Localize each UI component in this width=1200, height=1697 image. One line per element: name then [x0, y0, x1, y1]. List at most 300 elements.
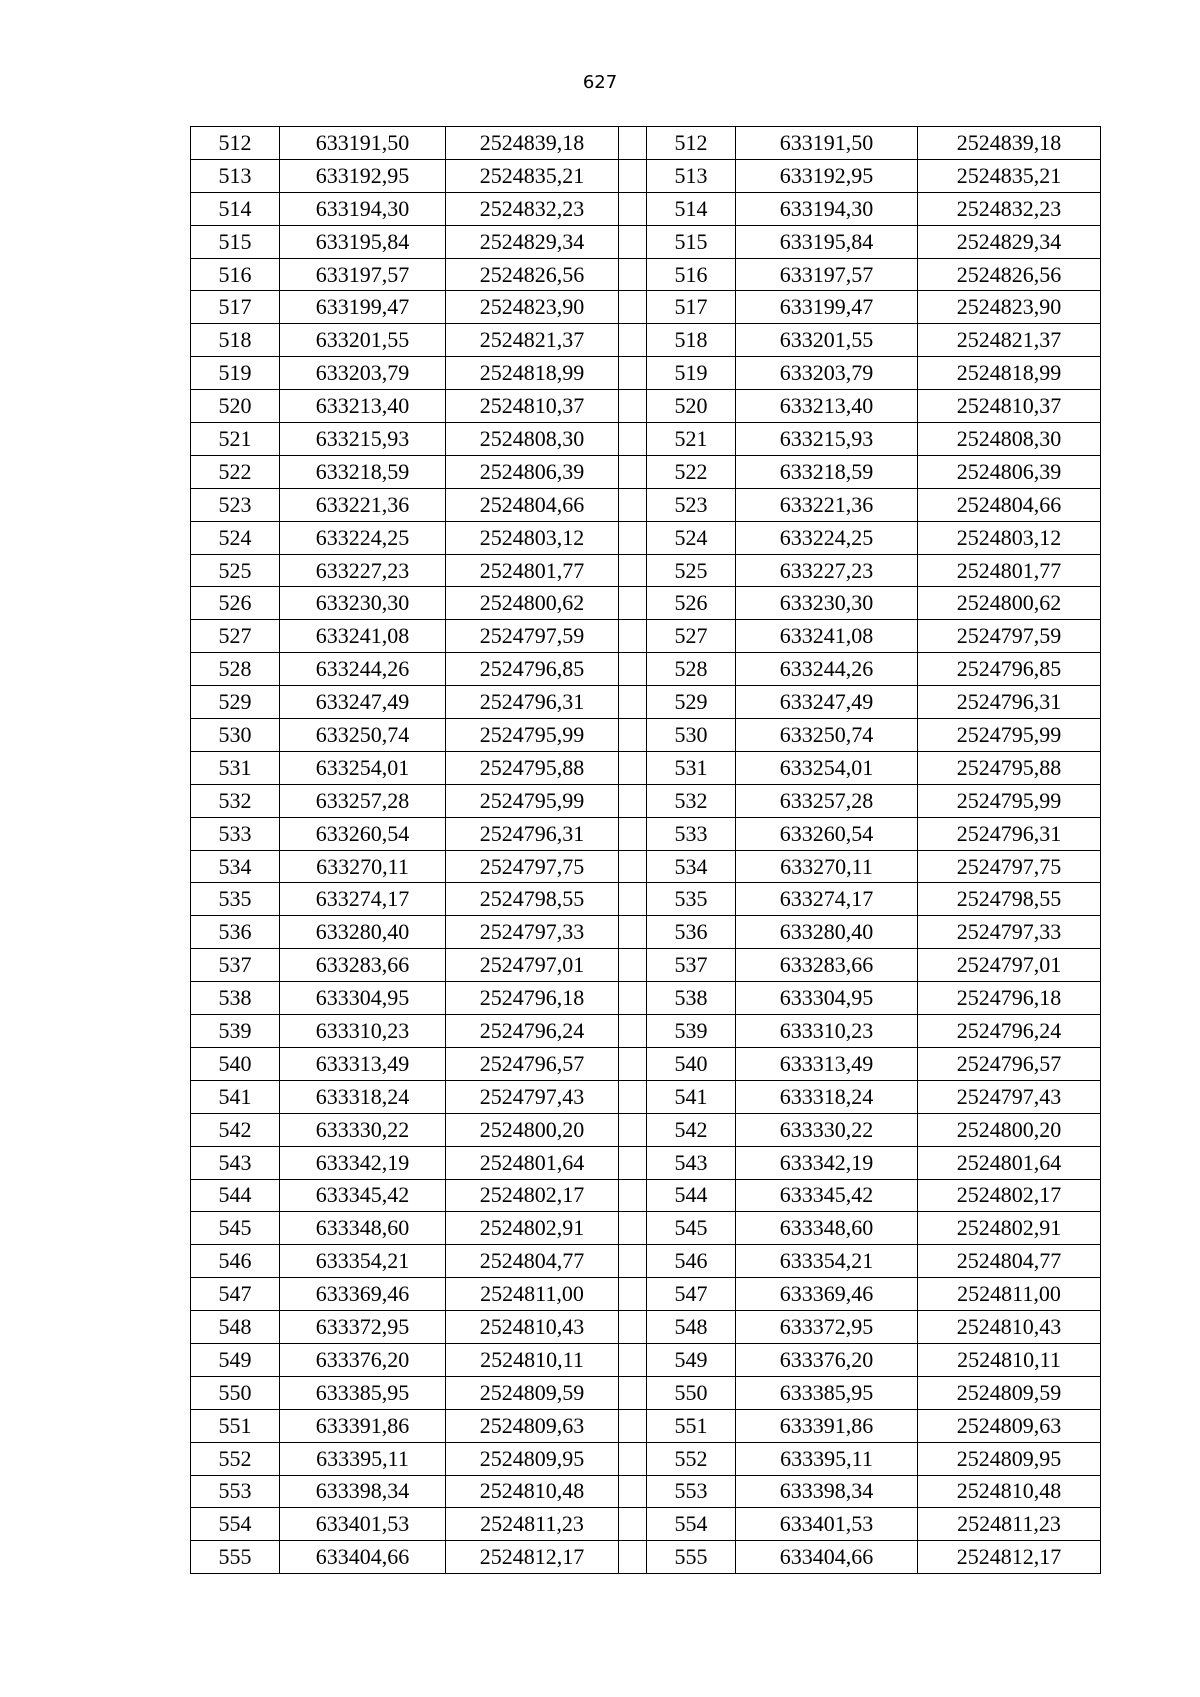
separator-cell	[619, 159, 647, 192]
left-point-number-cell: 552	[191, 1442, 280, 1475]
right-x-coordinate-cell: 633254,01	[736, 751, 918, 784]
separator-cell	[619, 390, 647, 423]
right-point-number-cell: 549	[647, 1343, 736, 1376]
right-point-number-cell: 533	[647, 817, 736, 850]
left-y-coordinate-cell: 2524810,48	[446, 1475, 619, 1508]
separator-cell	[619, 883, 647, 916]
right-x-coordinate-cell: 633194,30	[736, 192, 918, 225]
right-point-number-cell: 522	[647, 455, 736, 488]
right-y-coordinate-cell: 2524829,34	[918, 225, 1101, 258]
right-y-coordinate-cell: 2524818,99	[918, 357, 1101, 390]
right-point-number-cell: 541	[647, 1080, 736, 1113]
right-x-coordinate-cell: 633199,47	[736, 291, 918, 324]
left-x-coordinate-cell: 633244,26	[280, 653, 446, 686]
right-y-coordinate-cell: 2524796,57	[918, 1047, 1101, 1080]
table-row	[191, 1015, 1101, 1048]
right-y-coordinate-cell: 2524806,39	[918, 455, 1101, 488]
right-y-coordinate-cell: 2524798,55	[918, 883, 1101, 916]
right-point-number-cell: 524	[647, 521, 736, 554]
right-point-number-cell: 519	[647, 357, 736, 390]
right-y-coordinate-cell: 2524811,23	[918, 1508, 1101, 1541]
left-point-number-cell: 516	[191, 258, 280, 291]
separator-cell	[619, 1080, 647, 1113]
table-row	[191, 521, 1101, 554]
left-y-coordinate-cell: 2524795,99	[446, 784, 619, 817]
left-y-coordinate-cell: 2524797,43	[446, 1080, 619, 1113]
right-point-number-cell: 545	[647, 1212, 736, 1245]
left-point-number-cell: 528	[191, 653, 280, 686]
right-x-coordinate-cell: 633257,28	[736, 784, 918, 817]
left-y-coordinate-cell: 2524795,88	[446, 751, 619, 784]
right-y-coordinate-cell: 2524823,90	[918, 291, 1101, 324]
right-x-coordinate-cell: 633313,49	[736, 1047, 918, 1080]
left-x-coordinate-cell: 633213,40	[280, 390, 446, 423]
right-point-number-cell: 514	[647, 192, 736, 225]
table-row	[191, 1409, 1101, 1442]
left-x-coordinate-cell: 633199,47	[280, 291, 446, 324]
left-y-coordinate-cell: 2524821,37	[446, 324, 619, 357]
right-point-number-cell: 517	[647, 291, 736, 324]
separator-cell	[619, 258, 647, 291]
table-row	[191, 1508, 1101, 1541]
left-point-number-cell: 519	[191, 357, 280, 390]
right-point-number-cell: 536	[647, 916, 736, 949]
table-row	[191, 1080, 1101, 1113]
left-point-number-cell: 548	[191, 1311, 280, 1344]
right-x-coordinate-cell: 633283,66	[736, 949, 918, 982]
right-point-number-cell: 528	[647, 653, 736, 686]
right-y-coordinate-cell: 2524800,62	[918, 587, 1101, 620]
left-point-number-cell: 513	[191, 159, 280, 192]
left-x-coordinate-cell: 633348,60	[280, 1212, 446, 1245]
right-x-coordinate-cell: 633221,36	[736, 488, 918, 521]
left-y-coordinate-cell: 2524826,56	[446, 258, 619, 291]
table-row	[191, 159, 1101, 192]
left-y-coordinate-cell: 2524804,77	[446, 1245, 619, 1278]
right-x-coordinate-cell: 633218,59	[736, 455, 918, 488]
left-point-number-cell: 551	[191, 1409, 280, 1442]
right-point-number-cell: 530	[647, 719, 736, 752]
left-x-coordinate-cell: 633191,50	[280, 127, 446, 160]
right-x-coordinate-cell: 633244,26	[736, 653, 918, 686]
left-point-number-cell: 534	[191, 850, 280, 883]
left-x-coordinate-cell: 633224,25	[280, 521, 446, 554]
separator-cell	[619, 916, 647, 949]
left-y-coordinate-cell: 2524810,37	[446, 390, 619, 423]
coordinates-table-body	[191, 127, 1101, 1574]
left-x-coordinate-cell: 633318,24	[280, 1080, 446, 1113]
table-row	[191, 850, 1101, 883]
separator-cell	[619, 817, 647, 850]
right-x-coordinate-cell: 633372,95	[736, 1311, 918, 1344]
table-row	[191, 1475, 1101, 1508]
table-row	[191, 1113, 1101, 1146]
table-row	[191, 1179, 1101, 1212]
right-x-coordinate-cell: 633304,95	[736, 982, 918, 1015]
table-row	[191, 751, 1101, 784]
left-y-coordinate-cell: 2524796,85	[446, 653, 619, 686]
left-x-coordinate-cell: 633398,34	[280, 1475, 446, 1508]
right-y-coordinate-cell: 2524797,59	[918, 620, 1101, 653]
left-point-number-cell: 553	[191, 1475, 280, 1508]
table-row	[191, 291, 1101, 324]
right-point-number-cell: 538	[647, 982, 736, 1015]
left-point-number-cell: 515	[191, 225, 280, 258]
left-x-coordinate-cell: 633221,36	[280, 488, 446, 521]
table-row	[191, 784, 1101, 817]
right-x-coordinate-cell: 633330,22	[736, 1113, 918, 1146]
left-y-coordinate-cell: 2524796,18	[446, 982, 619, 1015]
right-y-coordinate-cell: 2524796,18	[918, 982, 1101, 1015]
right-x-coordinate-cell: 633385,95	[736, 1376, 918, 1409]
left-y-coordinate-cell: 2524800,62	[446, 587, 619, 620]
left-y-coordinate-cell: 2524796,31	[446, 817, 619, 850]
right-point-number-cell: 513	[647, 159, 736, 192]
right-point-number-cell: 537	[647, 949, 736, 982]
right-x-coordinate-cell: 633201,55	[736, 324, 918, 357]
right-point-number-cell: 523	[647, 488, 736, 521]
left-x-coordinate-cell: 633330,22	[280, 1113, 446, 1146]
left-x-coordinate-cell: 633313,49	[280, 1047, 446, 1080]
right-point-number-cell: 539	[647, 1015, 736, 1048]
left-x-coordinate-cell: 633270,11	[280, 850, 446, 883]
left-point-number-cell: 520	[191, 390, 280, 423]
separator-cell	[619, 1245, 647, 1278]
right-point-number-cell: 548	[647, 1311, 736, 1344]
left-x-coordinate-cell: 633201,55	[280, 324, 446, 357]
right-y-coordinate-cell: 2524795,99	[918, 719, 1101, 752]
left-x-coordinate-cell: 633257,28	[280, 784, 446, 817]
left-x-coordinate-cell: 633274,17	[280, 883, 446, 916]
right-point-number-cell: 535	[647, 883, 736, 916]
right-point-number-cell: 534	[647, 850, 736, 883]
right-y-coordinate-cell: 2524796,31	[918, 686, 1101, 719]
separator-cell	[619, 1113, 647, 1146]
left-x-coordinate-cell: 633230,30	[280, 587, 446, 620]
left-x-coordinate-cell: 633345,42	[280, 1179, 446, 1212]
separator-cell	[619, 751, 647, 784]
right-point-number-cell: 546	[647, 1245, 736, 1278]
separator-cell	[619, 192, 647, 225]
right-y-coordinate-cell: 2524800,20	[918, 1113, 1101, 1146]
left-x-coordinate-cell: 633250,74	[280, 719, 446, 752]
left-point-number-cell: 539	[191, 1015, 280, 1048]
left-point-number-cell: 527	[191, 620, 280, 653]
table-row	[191, 455, 1101, 488]
right-x-coordinate-cell: 633348,60	[736, 1212, 918, 1245]
left-x-coordinate-cell: 633310,23	[280, 1015, 446, 1048]
table-row	[191, 817, 1101, 850]
left-point-number-cell: 540	[191, 1047, 280, 1080]
left-x-coordinate-cell: 633260,54	[280, 817, 446, 850]
table-row	[191, 916, 1101, 949]
right-y-coordinate-cell: 2524808,30	[918, 423, 1101, 456]
separator-cell	[619, 1212, 647, 1245]
right-y-coordinate-cell: 2524797,75	[918, 850, 1101, 883]
left-point-number-cell: 524	[191, 521, 280, 554]
left-y-coordinate-cell: 2524811,00	[446, 1278, 619, 1311]
right-point-number-cell: 544	[647, 1179, 736, 1212]
right-y-coordinate-cell: 2524804,66	[918, 488, 1101, 521]
table-row	[191, 949, 1101, 982]
right-point-number-cell: 543	[647, 1146, 736, 1179]
separator-cell	[619, 1508, 647, 1541]
left-point-number-cell: 533	[191, 817, 280, 850]
left-y-coordinate-cell: 2524835,21	[446, 159, 619, 192]
right-y-coordinate-cell: 2524839,18	[918, 127, 1101, 160]
right-x-coordinate-cell: 633195,84	[736, 225, 918, 258]
left-x-coordinate-cell: 633203,79	[280, 357, 446, 390]
separator-cell	[619, 225, 647, 258]
right-x-coordinate-cell: 633345,42	[736, 1179, 918, 1212]
separator-cell	[619, 982, 647, 1015]
left-point-number-cell: 518	[191, 324, 280, 357]
right-y-coordinate-cell: 2524796,31	[918, 817, 1101, 850]
separator-cell	[619, 324, 647, 357]
table-row	[191, 883, 1101, 916]
table-row	[191, 587, 1101, 620]
left-y-coordinate-cell: 2524798,55	[446, 883, 619, 916]
right-y-coordinate-cell: 2524804,77	[918, 1245, 1101, 1278]
left-x-coordinate-cell: 633197,57	[280, 258, 446, 291]
separator-cell	[619, 1343, 647, 1376]
left-y-coordinate-cell: 2524818,99	[446, 357, 619, 390]
left-x-coordinate-cell: 633218,59	[280, 455, 446, 488]
right-x-coordinate-cell: 633280,40	[736, 916, 918, 949]
right-x-coordinate-cell: 633401,53	[736, 1508, 918, 1541]
right-x-coordinate-cell: 633213,40	[736, 390, 918, 423]
left-x-coordinate-cell: 633227,23	[280, 554, 446, 587]
right-point-number-cell: 525	[647, 554, 736, 587]
left-point-number-cell: 535	[191, 883, 280, 916]
right-y-coordinate-cell: 2524810,43	[918, 1311, 1101, 1344]
right-point-number-cell: 547	[647, 1278, 736, 1311]
left-y-coordinate-cell: 2524812,17	[446, 1541, 619, 1574]
separator-cell	[619, 1409, 647, 1442]
table-row	[191, 1212, 1101, 1245]
table-row	[191, 258, 1101, 291]
right-point-number-cell: 555	[647, 1541, 736, 1574]
right-point-number-cell: 518	[647, 324, 736, 357]
right-y-coordinate-cell: 2524797,43	[918, 1080, 1101, 1113]
right-point-number-cell: 516	[647, 258, 736, 291]
left-x-coordinate-cell: 633254,01	[280, 751, 446, 784]
right-point-number-cell: 512	[647, 127, 736, 160]
separator-cell	[619, 423, 647, 456]
right-y-coordinate-cell: 2524801,77	[918, 554, 1101, 587]
left-x-coordinate-cell: 633247,49	[280, 686, 446, 719]
left-point-number-cell: 538	[191, 982, 280, 1015]
left-y-coordinate-cell: 2524796,57	[446, 1047, 619, 1080]
right-y-coordinate-cell: 2524801,64	[918, 1146, 1101, 1179]
left-x-coordinate-cell: 633401,53	[280, 1508, 446, 1541]
right-x-coordinate-cell: 633354,21	[736, 1245, 918, 1278]
right-y-coordinate-cell: 2524810,48	[918, 1475, 1101, 1508]
left-y-coordinate-cell: 2524810,43	[446, 1311, 619, 1344]
separator-cell	[619, 719, 647, 752]
right-point-number-cell: 527	[647, 620, 736, 653]
table-row	[191, 1442, 1101, 1475]
table-row	[191, 488, 1101, 521]
right-x-coordinate-cell: 633310,23	[736, 1015, 918, 1048]
separator-cell	[619, 1442, 647, 1475]
right-point-number-cell: 521	[647, 423, 736, 456]
table-row	[191, 1245, 1101, 1278]
right-point-number-cell: 531	[647, 751, 736, 784]
right-y-coordinate-cell: 2524810,11	[918, 1343, 1101, 1376]
left-point-number-cell: 525	[191, 554, 280, 587]
separator-cell	[619, 1475, 647, 1508]
coordinates-table	[190, 126, 1101, 1574]
right-point-number-cell: 515	[647, 225, 736, 258]
right-point-number-cell: 532	[647, 784, 736, 817]
left-x-coordinate-cell: 633304,95	[280, 982, 446, 1015]
left-point-number-cell: 554	[191, 1508, 280, 1541]
table-row	[191, 620, 1101, 653]
left-point-number-cell: 537	[191, 949, 280, 982]
right-x-coordinate-cell: 633391,86	[736, 1409, 918, 1442]
separator-cell	[619, 1541, 647, 1574]
left-x-coordinate-cell: 633283,66	[280, 949, 446, 982]
separator-cell	[619, 1047, 647, 1080]
left-point-number-cell: 522	[191, 455, 280, 488]
right-x-coordinate-cell: 633241,08	[736, 620, 918, 653]
left-point-number-cell: 544	[191, 1179, 280, 1212]
left-y-coordinate-cell: 2524800,20	[446, 1113, 619, 1146]
separator-cell	[619, 1311, 647, 1344]
separator-cell	[619, 850, 647, 883]
table-row	[191, 225, 1101, 258]
left-point-number-cell: 514	[191, 192, 280, 225]
right-y-coordinate-cell: 2524832,23	[918, 192, 1101, 225]
left-y-coordinate-cell: 2524803,12	[446, 521, 619, 554]
left-point-number-cell: 550	[191, 1376, 280, 1409]
table-row	[191, 192, 1101, 225]
table-row	[191, 1146, 1101, 1179]
separator-cell	[619, 949, 647, 982]
left-point-number-cell: 541	[191, 1080, 280, 1113]
left-y-coordinate-cell: 2524806,39	[446, 455, 619, 488]
separator-cell	[619, 521, 647, 554]
right-y-coordinate-cell: 2524797,33	[918, 916, 1101, 949]
right-y-coordinate-cell: 2524796,85	[918, 653, 1101, 686]
right-x-coordinate-cell: 633260,54	[736, 817, 918, 850]
left-y-coordinate-cell: 2524804,66	[446, 488, 619, 521]
right-x-coordinate-cell: 633197,57	[736, 258, 918, 291]
separator-cell	[619, 127, 647, 160]
right-x-coordinate-cell: 633215,93	[736, 423, 918, 456]
right-y-coordinate-cell: 2524796,24	[918, 1015, 1101, 1048]
left-y-coordinate-cell: 2524839,18	[446, 127, 619, 160]
right-y-coordinate-cell: 2524803,12	[918, 521, 1101, 554]
right-point-number-cell: 540	[647, 1047, 736, 1080]
left-x-coordinate-cell: 633241,08	[280, 620, 446, 653]
right-x-coordinate-cell: 633191,50	[736, 127, 918, 160]
left-point-number-cell: 536	[191, 916, 280, 949]
table-row	[191, 1047, 1101, 1080]
left-point-number-cell: 555	[191, 1541, 280, 1574]
right-x-coordinate-cell: 633342,19	[736, 1146, 918, 1179]
left-point-number-cell: 549	[191, 1343, 280, 1376]
left-point-number-cell: 543	[191, 1146, 280, 1179]
right-x-coordinate-cell: 633250,74	[736, 719, 918, 752]
separator-cell	[619, 291, 647, 324]
table-row	[191, 653, 1101, 686]
left-y-coordinate-cell: 2524810,11	[446, 1343, 619, 1376]
table-row	[191, 982, 1101, 1015]
left-point-number-cell: 546	[191, 1245, 280, 1278]
right-x-coordinate-cell: 633203,79	[736, 357, 918, 390]
right-x-coordinate-cell: 633224,25	[736, 521, 918, 554]
right-x-coordinate-cell: 633274,17	[736, 883, 918, 916]
left-x-coordinate-cell: 633369,46	[280, 1278, 446, 1311]
left-y-coordinate-cell: 2524809,95	[446, 1442, 619, 1475]
left-point-number-cell: 517	[191, 291, 280, 324]
table-row	[191, 1311, 1101, 1344]
separator-cell	[619, 1015, 647, 1048]
left-y-coordinate-cell: 2524797,33	[446, 916, 619, 949]
table-row	[191, 1343, 1101, 1376]
left-y-coordinate-cell: 2524809,63	[446, 1409, 619, 1442]
left-x-coordinate-cell: 633280,40	[280, 916, 446, 949]
table-row	[191, 1541, 1101, 1574]
table-row	[191, 324, 1101, 357]
left-y-coordinate-cell: 2524796,24	[446, 1015, 619, 1048]
left-y-coordinate-cell: 2524832,23	[446, 192, 619, 225]
right-x-coordinate-cell: 633270,11	[736, 850, 918, 883]
separator-cell	[619, 686, 647, 719]
right-point-number-cell: 553	[647, 1475, 736, 1508]
separator-cell	[619, 784, 647, 817]
right-y-coordinate-cell: 2524802,17	[918, 1179, 1101, 1212]
right-y-coordinate-cell: 2524821,37	[918, 324, 1101, 357]
right-y-coordinate-cell: 2524795,99	[918, 784, 1101, 817]
left-point-number-cell: 531	[191, 751, 280, 784]
left-y-coordinate-cell: 2524802,17	[446, 1179, 619, 1212]
right-x-coordinate-cell: 633404,66	[736, 1541, 918, 1574]
right-x-coordinate-cell: 633247,49	[736, 686, 918, 719]
separator-cell	[619, 653, 647, 686]
right-x-coordinate-cell: 633318,24	[736, 1080, 918, 1113]
left-y-coordinate-cell: 2524811,23	[446, 1508, 619, 1541]
separator-cell	[619, 554, 647, 587]
left-x-coordinate-cell: 633395,11	[280, 1442, 446, 1475]
right-y-coordinate-cell: 2524835,21	[918, 159, 1101, 192]
right-point-number-cell: 554	[647, 1508, 736, 1541]
left-y-coordinate-cell: 2524829,34	[446, 225, 619, 258]
table-row	[191, 127, 1101, 160]
left-x-coordinate-cell: 633354,21	[280, 1245, 446, 1278]
separator-cell	[619, 1278, 647, 1311]
page-number: 627	[582, 72, 618, 93]
left-point-number-cell: 542	[191, 1113, 280, 1146]
left-x-coordinate-cell: 633215,93	[280, 423, 446, 456]
right-point-number-cell: 520	[647, 390, 736, 423]
left-x-coordinate-cell: 633195,84	[280, 225, 446, 258]
right-x-coordinate-cell: 633227,23	[736, 554, 918, 587]
left-y-coordinate-cell: 2524823,90	[446, 291, 619, 324]
right-y-coordinate-cell: 2524826,56	[918, 258, 1101, 291]
right-x-coordinate-cell: 633376,20	[736, 1343, 918, 1376]
separator-cell	[619, 455, 647, 488]
right-y-coordinate-cell: 2524795,88	[918, 751, 1101, 784]
left-point-number-cell: 545	[191, 1212, 280, 1245]
right-point-number-cell: 526	[647, 587, 736, 620]
table-row	[191, 719, 1101, 752]
right-point-number-cell: 542	[647, 1113, 736, 1146]
left-point-number-cell: 547	[191, 1278, 280, 1311]
left-x-coordinate-cell: 633342,19	[280, 1146, 446, 1179]
